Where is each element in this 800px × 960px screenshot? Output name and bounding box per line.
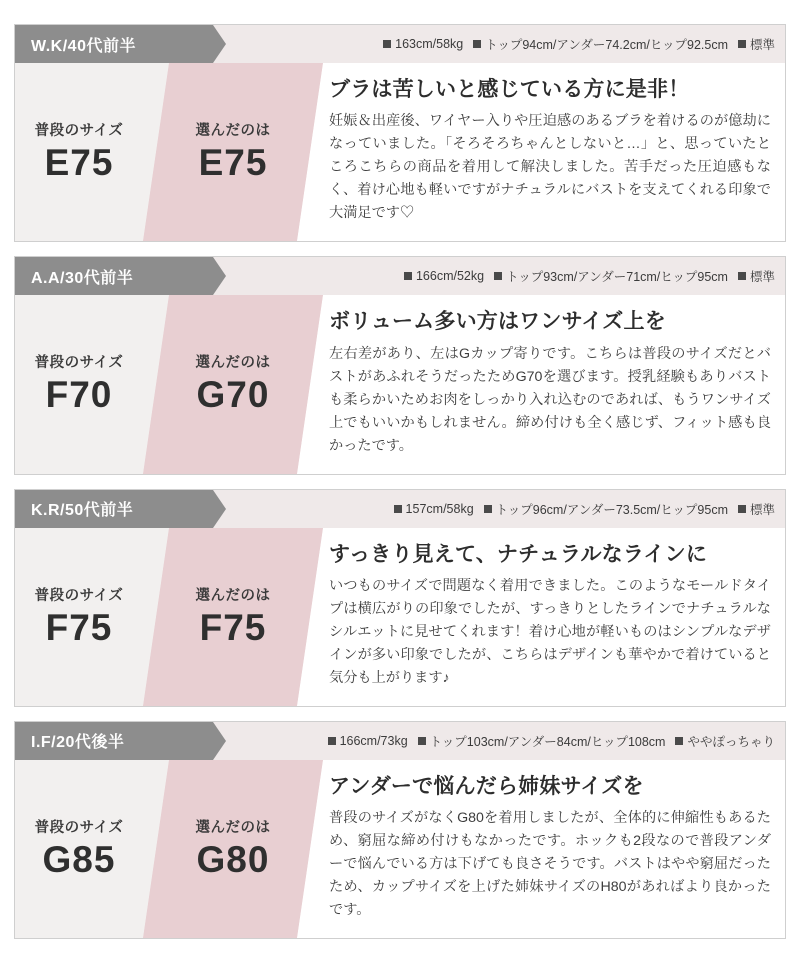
review-text-block xyxy=(323,295,785,473)
square-bullet-icon xyxy=(473,40,481,48)
slant-divider xyxy=(143,528,169,706)
spec-item xyxy=(394,502,474,516)
slant-divider xyxy=(143,63,169,241)
review-card xyxy=(14,489,786,707)
spec-text: 163cm/58kg xyxy=(395,37,464,51)
square-bullet-icon xyxy=(328,737,336,745)
spec-item xyxy=(328,734,408,748)
chosen-size-block xyxy=(169,63,297,241)
review-body xyxy=(15,528,785,706)
review-header xyxy=(15,257,785,295)
review-card xyxy=(14,24,786,242)
usual-size-label: 普段のサイズ xyxy=(34,819,124,836)
chosen-size-value: F75 xyxy=(199,606,267,648)
square-bullet-icon xyxy=(404,272,412,280)
spec-item xyxy=(473,35,728,53)
chosen-size-value: G80 xyxy=(196,838,270,880)
reviewer-specs xyxy=(213,257,785,295)
review-text: 左右差があり、左はGカップ寄りです。こちらは普段のサイズだとバストがあふれそうだったためG70を選びます。授乳経験もありバストも柔らかいためお肉をしっかり入れ込むのであれば、もうワンサイズ上でもいいかもしれません。締め付けも全く感じず、フィット感も良かったです。 xyxy=(329,345,771,454)
square-bullet-icon xyxy=(738,272,746,280)
square-bullet-icon xyxy=(738,505,746,513)
reviewer-specs xyxy=(213,490,785,528)
spec-item xyxy=(383,37,463,51)
slant-divider xyxy=(143,295,169,473)
usual-size-block xyxy=(15,760,143,938)
reviewer-specs xyxy=(213,722,785,760)
usual-size-block xyxy=(15,528,143,706)
review-body xyxy=(15,63,785,241)
review-text-block xyxy=(323,760,785,938)
review-title: アンダーで悩んだら姉妹サイズを xyxy=(329,774,644,798)
review-text: 妊娠＆出産後、ワイヤー入りや圧迫感のあるブラを着けるのが億劫になっていました。「そろそろちゃんとしないと…」と、思っていたところこちらの商品を着用して解決しました。苦手だった圧迫感もなく、着け心地も軽いですがナチュラルにバストを支えてくれる印象で大満足です♡ xyxy=(329,113,771,222)
review-body xyxy=(15,760,785,938)
square-bullet-icon xyxy=(738,40,746,48)
reviewer-name: K.R/50代前半 xyxy=(15,490,213,528)
review-header xyxy=(15,25,785,63)
spec-item xyxy=(484,500,728,518)
spec-item xyxy=(738,35,775,53)
review-text: いつものサイズで問題なく着用できました。このようなモールドタイプは横広がりの印象でしたが、すっきりとしたラインでナチュラルなシルエットに見せてくれます！着け心地が軽いものはシンプルなデザインが多い印象でしたが、こちらはデザインも華やかで着けていると気分も上がります♪ xyxy=(329,577,771,686)
spec-item xyxy=(418,732,666,750)
usual-size-value: F75 xyxy=(45,606,113,648)
usual-size-label: 普段のサイズ xyxy=(34,355,124,372)
spec-text: トップ94cm/アンダー74.2cm/ヒップ92.5cm xyxy=(485,38,728,52)
review-header xyxy=(15,490,785,528)
chosen-size-label: 選んだのは xyxy=(195,355,271,372)
spec-item xyxy=(738,500,775,518)
square-bullet-icon xyxy=(394,505,402,513)
chosen-size-label: 選んだのは xyxy=(195,123,271,140)
spec-item xyxy=(404,269,484,283)
square-bullet-icon xyxy=(494,272,502,280)
slant-divider xyxy=(297,63,323,241)
slant-divider xyxy=(297,528,323,706)
slant-divider xyxy=(143,760,169,938)
spec-text: 標準 xyxy=(749,38,775,52)
review-card xyxy=(14,256,786,474)
spec-text: 157cm/58kg xyxy=(405,501,474,516)
spec-text: トップ103cm/アンダー84cm/ヒップ108cm xyxy=(429,734,666,749)
square-bullet-icon xyxy=(675,737,683,745)
usual-size-label: 普段のサイズ xyxy=(34,587,124,604)
spec-item xyxy=(738,267,775,285)
usual-size-block xyxy=(15,63,143,241)
spec-item xyxy=(494,267,728,285)
review-text-block xyxy=(323,63,785,241)
chosen-size-value: G70 xyxy=(196,374,270,416)
review-title: すっきり見えて、ナチュラルなラインに xyxy=(329,542,708,566)
reviewer-specs xyxy=(213,25,785,63)
square-bullet-icon xyxy=(418,737,426,745)
spec-text: 166cm/73kg xyxy=(339,733,408,748)
chosen-size-block xyxy=(169,528,297,706)
usual-size-block xyxy=(15,295,143,473)
reviewer-name: A.A/30代前半 xyxy=(15,257,213,295)
usual-size-label: 普段のサイズ xyxy=(34,123,124,140)
review-text-block xyxy=(323,528,785,706)
chosen-size-label: 選んだのは xyxy=(195,587,271,604)
reviewer-name: I.F/20代後半 xyxy=(15,722,213,760)
square-bullet-icon xyxy=(484,505,492,513)
usual-size-value: G85 xyxy=(42,838,116,880)
slant-divider xyxy=(297,295,323,473)
spec-text: トップ93cm/アンダー71cm/ヒップ95cm xyxy=(506,270,728,285)
review-body xyxy=(15,295,785,473)
review-card xyxy=(14,721,786,939)
chosen-size-label: 選んだのは xyxy=(195,819,271,836)
spec-text: ややぽっちゃり xyxy=(687,734,775,749)
spec-text: トップ96cm/アンダー73.5cm/ヒップ95cm xyxy=(495,502,728,517)
usual-size-value: F70 xyxy=(45,374,113,416)
spec-text: 標準 xyxy=(749,270,775,285)
review-text: 普段のサイズがなくG80を着用しましたが、全体的に伸縮性もあるため、窮屈な締め付けもなかったです。ホックも2段なので普段アンダーで悩んでいる方は下げても良さそうです。バストはやや窮屈だったため、カップサイズを上げた姉妹サイズのH80があればより良かったです。 xyxy=(329,810,771,918)
reviewer-name: W.K/40代前半 xyxy=(15,25,213,63)
spec-text: 166cm/52kg xyxy=(415,269,485,284)
review-header xyxy=(15,722,785,760)
spec-text: 標準 xyxy=(749,502,775,517)
slant-divider xyxy=(297,760,323,938)
spec-item xyxy=(675,732,775,750)
review-title: ブラは苦しいと感じている方に是非！ xyxy=(329,78,690,101)
chosen-size-value: E75 xyxy=(198,142,268,184)
square-bullet-icon xyxy=(383,40,391,48)
usual-size-value: E75 xyxy=(44,142,114,184)
chosen-size-block xyxy=(169,760,297,938)
chosen-size-block xyxy=(169,295,297,473)
review-title: ボリューム多い方はワンサイズ上を xyxy=(329,310,666,334)
